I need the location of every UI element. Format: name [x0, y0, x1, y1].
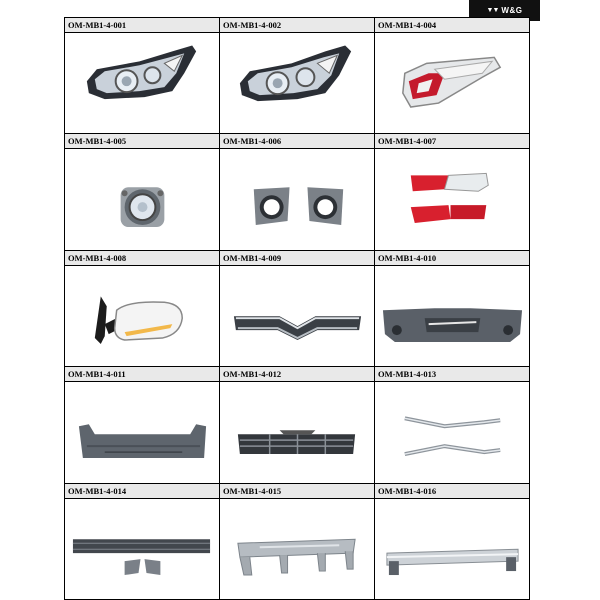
front-bumper-icon — [375, 266, 529, 366]
catalog-item — [220, 367, 375, 483]
catalog-item — [375, 251, 530, 367]
catalog-item — [375, 134, 530, 250]
part-code: OM-MB1-4-002 — [220, 18, 374, 33]
logo-mark-icon: ▼▼ — [486, 7, 499, 14]
catalog-item — [65, 484, 220, 600]
rear-bumper-icon — [65, 382, 219, 482]
front-grille-icon — [220, 266, 374, 366]
part-code: OM-MB1-4-009 — [220, 251, 374, 266]
chrome-trim-icon — [375, 382, 529, 482]
bumper-reinforcement-icon — [65, 499, 219, 599]
rear-reflector-icon — [375, 149, 529, 249]
catalog-item — [220, 251, 375, 367]
part-code: OM-MB1-4-011 — [65, 367, 219, 382]
part-code: OM-MB1-4-010 — [375, 251, 529, 266]
catalog-item — [65, 251, 220, 367]
headlamp-right-icon — [220, 33, 374, 133]
fog-lamp-cover-icon — [220, 149, 374, 249]
catalog-item — [220, 18, 375, 134]
tail-lamp-icon — [375, 33, 529, 133]
catalog-item — [375, 18, 530, 134]
catalog-item — [375, 367, 530, 483]
catalog-item — [220, 134, 375, 250]
part-code: OM-MB1-4-014 — [65, 484, 219, 499]
catalog-item — [65, 367, 220, 483]
lower-grille-icon — [220, 382, 374, 482]
catalog-item — [375, 484, 530, 600]
part-code: OM-MB1-4-004 — [375, 18, 529, 33]
catalog-item — [65, 18, 220, 134]
part-code: OM-MB1-4-005 — [65, 134, 219, 149]
part-code: OM-MB1-4-008 — [65, 251, 219, 266]
bumper-bracket-icon — [220, 499, 374, 599]
headlamp-left-icon — [65, 33, 219, 133]
side-mirror-icon — [65, 266, 219, 366]
logo-text: W&G — [501, 6, 523, 15]
part-code: OM-MB1-4-007 — [375, 134, 529, 149]
part-code: OM-MB1-4-012 — [220, 367, 374, 382]
part-code: OM-MB1-4-015 — [220, 484, 374, 499]
fog-lamp-icon — [65, 149, 219, 249]
part-code: OM-MB1-4-013 — [375, 367, 529, 382]
part-code: OM-MB1-4-001 — [65, 18, 219, 33]
part-code: OM-MB1-4-016 — [375, 484, 529, 499]
catalog-item — [220, 484, 375, 600]
part-code: OM-MB1-4-006 — [220, 134, 374, 149]
parts-catalog-grid — [64, 17, 530, 600]
rear-impact-bar-icon — [375, 499, 529, 599]
catalog-item — [65, 134, 220, 250]
